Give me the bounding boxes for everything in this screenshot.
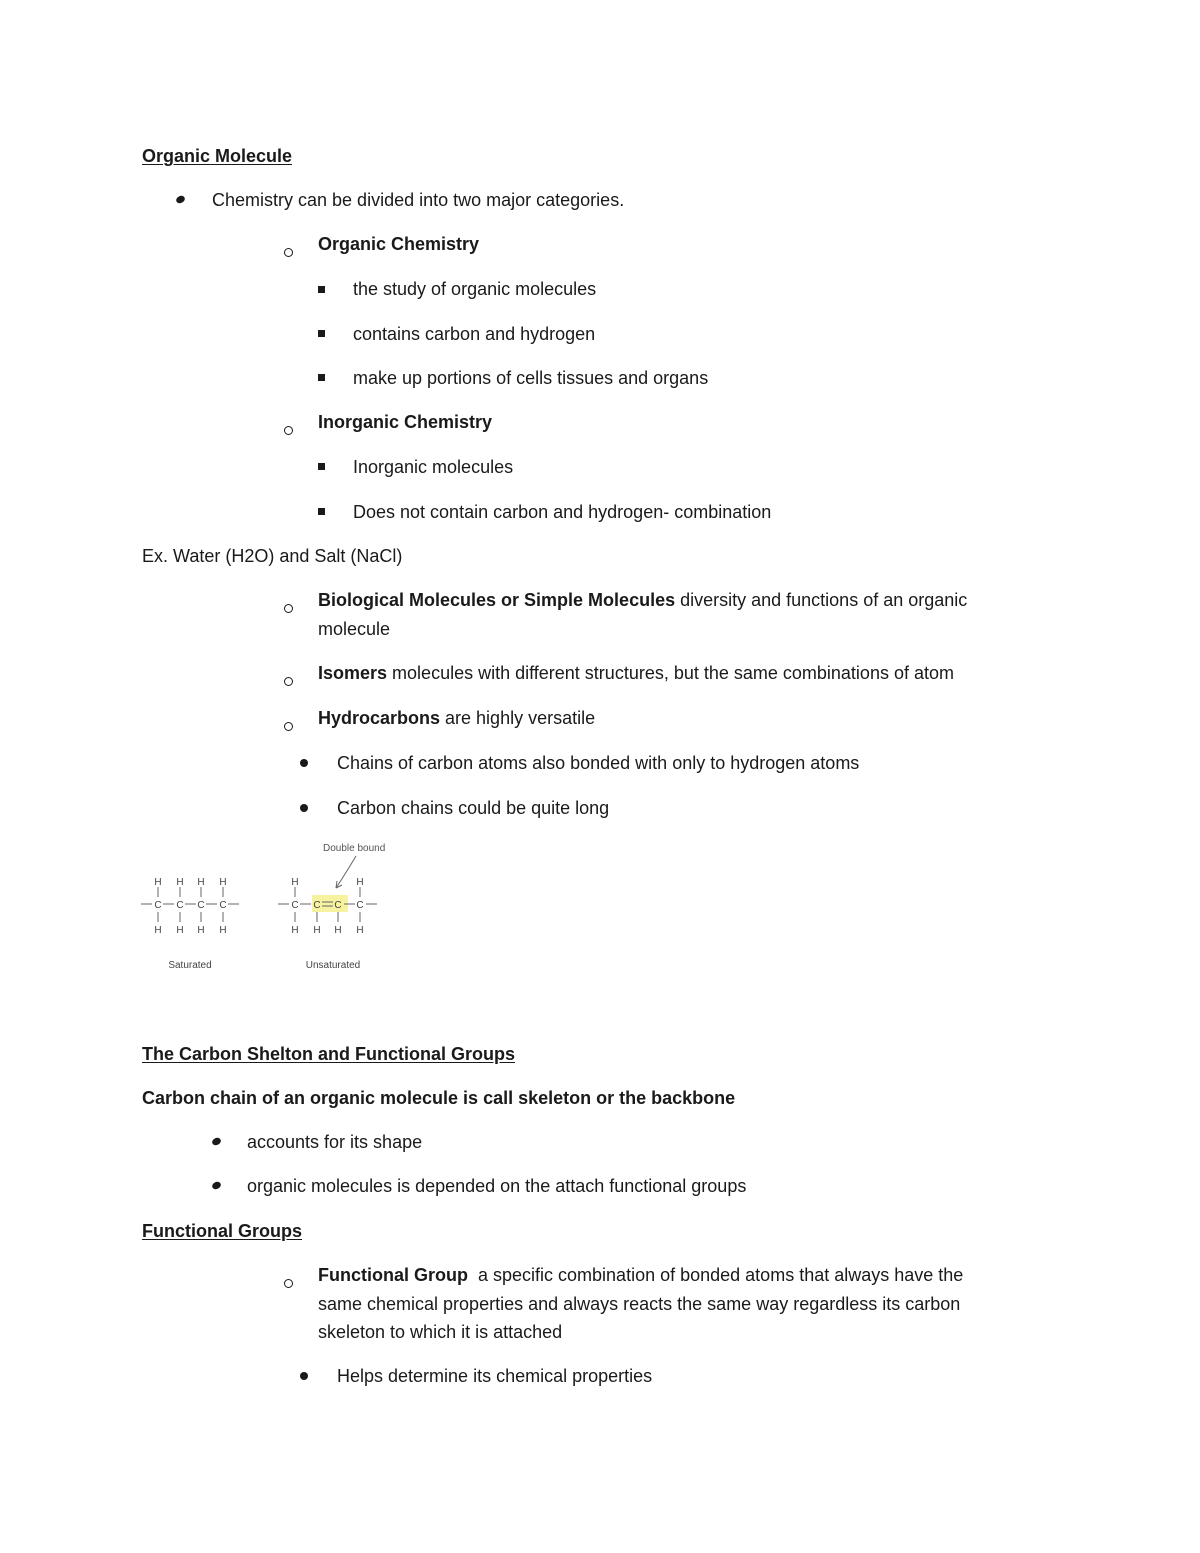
atom-c: C bbox=[356, 900, 364, 911]
term: Functional Group bbox=[318, 1265, 468, 1285]
heading-organic-molecule: Organic Molecule bbox=[142, 146, 293, 166]
atom-c: C bbox=[313, 900, 321, 911]
atom-h: H bbox=[291, 925, 299, 936]
atom-h: H bbox=[219, 925, 227, 936]
list-item: make up portions of cells tissues and organs bbox=[353, 368, 709, 388]
intro-text: Chemistry can be divided into two major categories. bbox=[212, 190, 625, 210]
square-bullet-icon bbox=[318, 508, 325, 515]
callout-arrow-icon bbox=[336, 856, 356, 888]
bullet-icon bbox=[300, 759, 308, 767]
circle-bullet-icon bbox=[284, 248, 293, 257]
functional-group-text bbox=[318, 1264, 963, 1286]
atom-c: C bbox=[154, 900, 162, 911]
list-item: the study of organic molecules bbox=[353, 279, 597, 299]
list-item: Carbon chains could be quite long bbox=[337, 798, 610, 818]
atom-h: H bbox=[356, 877, 364, 888]
saturated-label: Saturated bbox=[168, 960, 212, 971]
atom-h: H bbox=[176, 877, 184, 888]
unsaturated-label: Unsaturated bbox=[305, 960, 361, 971]
hydrocarbons-text bbox=[318, 707, 595, 729]
biological-molecules-text bbox=[318, 589, 967, 611]
square-bullet-icon bbox=[318, 286, 325, 293]
list-item: contains carbon and hydrogen bbox=[353, 324, 596, 344]
atom-c: C bbox=[291, 900, 299, 911]
example-text: Ex. Water (H2O) and Salt (NaCl) bbox=[142, 546, 403, 566]
square-bullet-icon bbox=[318, 330, 325, 337]
carbon-chain-statement: Carbon chain of an organic molecule is call skeleton or the backbone bbox=[142, 1088, 736, 1108]
atom-c: C bbox=[176, 900, 184, 911]
atom-h: H bbox=[313, 925, 321, 936]
circle-bullet-icon bbox=[284, 1279, 293, 1288]
definition: a specific combination of bonded atoms that always have the bbox=[468, 1265, 964, 1285]
bullet-icon bbox=[211, 1180, 222, 1190]
atom-h: H bbox=[356, 925, 364, 936]
inorganic-chemistry-heading: Inorganic Chemistry bbox=[318, 412, 493, 432]
bullet-icon bbox=[300, 804, 308, 812]
list-item: Inorganic molecules bbox=[353, 457, 514, 477]
definition: diversity and functions of an organic bbox=[675, 590, 968, 610]
circle-bullet-icon bbox=[284, 722, 293, 731]
list-item: Does not contain carbon and hydrogen- combination bbox=[353, 502, 772, 522]
atom-h: H bbox=[197, 925, 205, 936]
atom-h: H bbox=[197, 877, 205, 888]
double-bond-callout: Double bound bbox=[323, 843, 386, 854]
atom-h: H bbox=[219, 877, 227, 888]
circle-bullet-icon bbox=[284, 604, 293, 613]
list-item: Chains of carbon atoms also bonded with only to hydrogen atoms bbox=[337, 753, 860, 773]
bullet-icon bbox=[300, 1372, 308, 1380]
biological-molecules-continuation: molecule bbox=[318, 619, 391, 639]
atom-h: H bbox=[334, 925, 342, 936]
definition: molecules with different structures, but the same combinations of atom bbox=[387, 663, 954, 683]
atom-c: C bbox=[334, 900, 342, 911]
atom-h: H bbox=[176, 925, 184, 936]
functional-group-continuation: same chemical properties and always reacts the same way regardless its carbon bbox=[318, 1294, 961, 1314]
term: Biological Molecules or Simple Molecules bbox=[318, 590, 676, 610]
circle-bullet-icon bbox=[284, 426, 293, 435]
square-bullet-icon bbox=[318, 463, 325, 470]
list-item: Helps determine its chemical properties bbox=[337, 1366, 653, 1386]
bullet-icon bbox=[175, 194, 186, 204]
organic-chemistry-heading: Organic Chemistry bbox=[318, 234, 480, 254]
list-item: organic molecules is depended on the attach functional groups bbox=[247, 1176, 747, 1196]
heading-functional-groups: Functional Groups bbox=[142, 1221, 302, 1241]
bullet-icon bbox=[211, 1136, 222, 1146]
isomers-text bbox=[318, 662, 954, 684]
atom-c: C bbox=[197, 900, 205, 911]
square-bullet-icon bbox=[318, 374, 325, 381]
term: Isomers bbox=[318, 663, 388, 683]
functional-group-continuation: skeleton to which it is attached bbox=[318, 1322, 563, 1342]
heading-carbon-skeleton: The Carbon Shelton and Functional Groups bbox=[142, 1044, 515, 1064]
term: Hydrocarbons bbox=[318, 708, 441, 728]
atom-c: C bbox=[219, 900, 227, 911]
definition: are highly versatile bbox=[440, 708, 596, 728]
circle-bullet-icon bbox=[284, 677, 293, 686]
atom-h: H bbox=[154, 925, 162, 936]
atom-h: H bbox=[154, 877, 162, 888]
hydrocarbon-diagram bbox=[138, 836, 408, 978]
list-item: accounts for its shape bbox=[247, 1132, 423, 1152]
atom-h: H bbox=[291, 877, 299, 888]
